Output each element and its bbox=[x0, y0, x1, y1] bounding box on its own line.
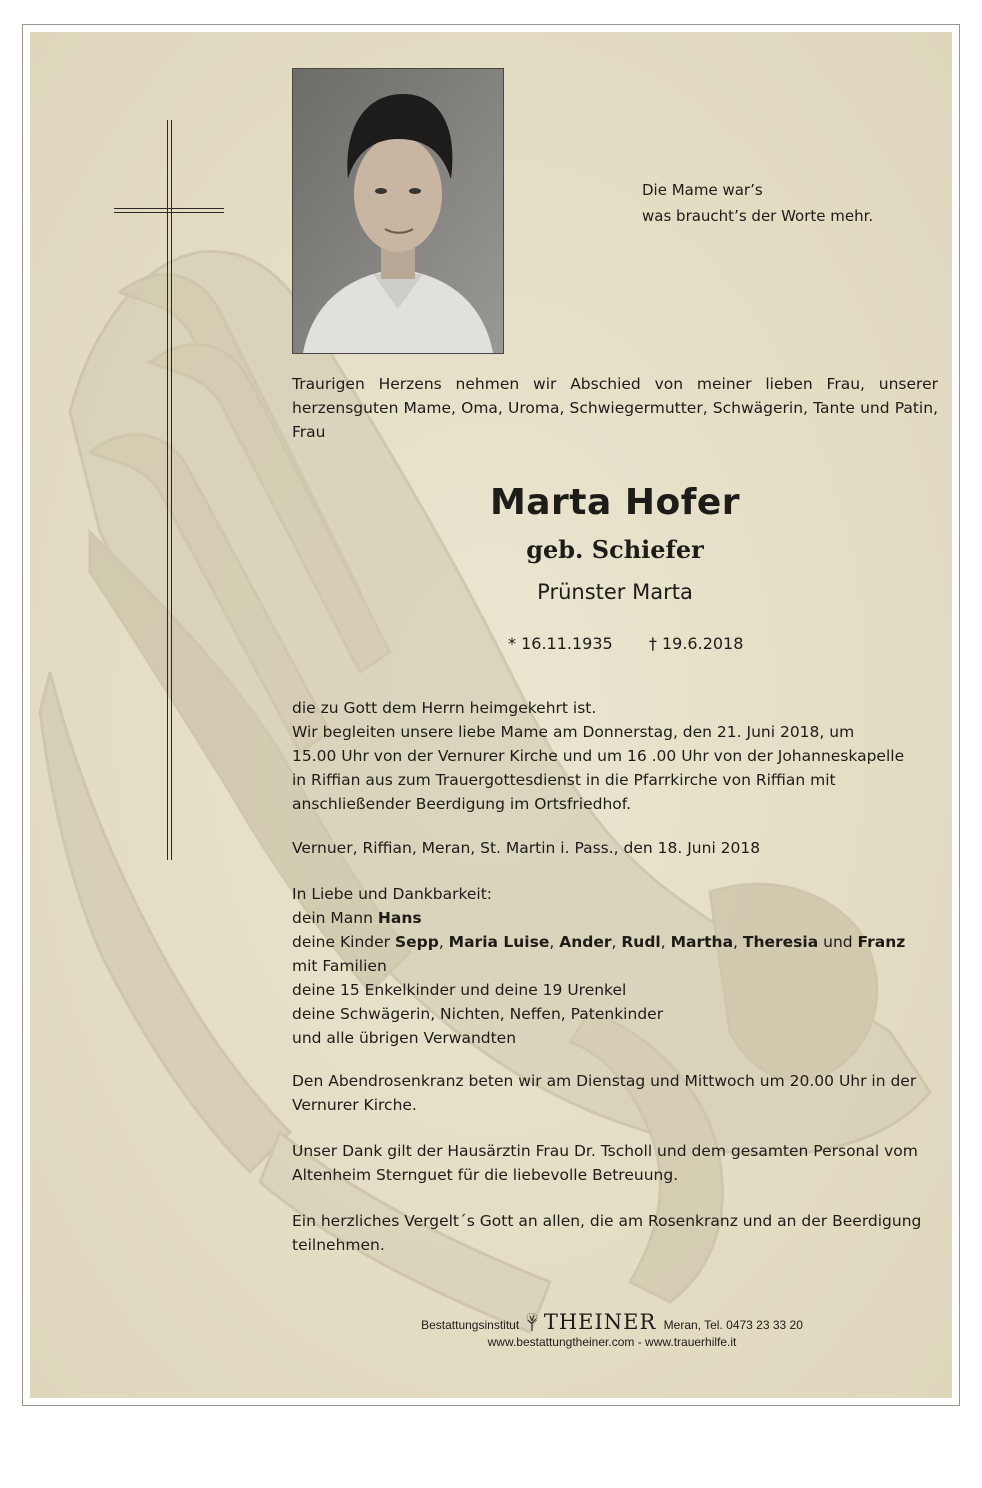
footer-contact: Meran, Tel. 0473 23 33 20 bbox=[663, 1318, 803, 1332]
life-dates bbox=[508, 634, 743, 653]
verse-line: Die Mame war’s bbox=[642, 181, 763, 199]
rosary-notice: Den Abendrosenkranz beten wir am Dienstag und Mittwoch um 20.00 Uhr in der Vernurer Kirche. bbox=[292, 1072, 917, 1114]
mourner-line: deine 15 Enkelkinder und deine 19 Urenkel bbox=[292, 981, 627, 999]
funeral-details bbox=[292, 696, 952, 816]
verse-line: was braucht’s der Worte mehr. bbox=[642, 207, 874, 225]
funeral-line: anschließender Beerdigung im Ortsfriedhof. bbox=[292, 795, 632, 813]
cross-icon-bar bbox=[114, 212, 224, 213]
footer-web[interactable]: www.bestattungtheiner.com - www.trauerhilfe.it bbox=[487, 1335, 737, 1349]
funeral-line: in Riffian aus zum Trauergottesdienst in die Pfarrkirche von Riffian mit bbox=[292, 771, 836, 789]
mourner-children: deine Kinder Sepp, Maria Luise, Ander, Rudl, Martha, Theresia und Franz bbox=[292, 933, 906, 951]
place-date: Vernuer, Riffian, Meran, St. Martin i. Pass., den 18. Juni 2018 bbox=[292, 839, 761, 857]
deceased-name: Marta Hofer bbox=[489, 482, 741, 523]
portrait-illustration bbox=[293, 69, 503, 353]
closing-notice: Ein herzliches Vergelt´s Gott an allen, die am Rosenkranz und an der Beerdigung teilnehmen. bbox=[292, 1212, 922, 1254]
cross-icon bbox=[167, 120, 168, 860]
mourner-line: deine Schwägerin, Nichten, Neffen, Patenkinder bbox=[292, 1005, 664, 1023]
cross-icon-bar bbox=[114, 208, 224, 209]
cross-icon-line bbox=[171, 120, 172, 860]
funeral-line: 15.00 Uhr von der Vernurer Kirche und um 16 .00 Uhr von der Johanneskapelle bbox=[292, 747, 905, 765]
birth-date: * 16.11.1935 bbox=[508, 634, 613, 653]
husband-name: Hans bbox=[377, 909, 422, 927]
funeral-home-footer bbox=[292, 1312, 932, 1349]
thanks-notice: Unser Dank gilt der Hausärztin Frau Dr. Tscholl und dem gesamten Personal vom Altenheim Sternguet für die liebevolle Betreuung. bbox=[292, 1142, 918, 1184]
intro-text: Traurigen Herzens nehmen wir Abschied von meiner lieben Frau, unserer herzensguten Mame, Oma, Uroma, Schwiegermutter, Schwägerin, Tante und Patin, Frau bbox=[292, 375, 938, 441]
verse bbox=[642, 177, 873, 229]
portrait-photo bbox=[292, 68, 504, 354]
maiden-name: geb. Schiefer bbox=[526, 535, 704, 564]
funeral-line: Wir begleiten unsere liebe Mame am Donnerstag, den 21. Juni 2018, um bbox=[292, 723, 855, 741]
death-date: † 19.6.2018 bbox=[648, 634, 744, 653]
mourner-line: mit Familien bbox=[292, 957, 387, 975]
mourner-line: und alle übrigen Verwandten bbox=[292, 1029, 517, 1047]
funeral-line: die zu Gott dem Herrn heimgekehrt ist. bbox=[292, 699, 597, 717]
mourner-husband: dein Mann Hans bbox=[292, 909, 422, 927]
nickname: Prünster Marta bbox=[537, 580, 693, 604]
mourners-list bbox=[292, 882, 952, 1050]
footer-prefix: Bestattungsinstitut bbox=[421, 1318, 520, 1332]
footer-brand: THEINER bbox=[543, 1310, 657, 1334]
obituary-card bbox=[30, 32, 952, 1398]
tree-icon bbox=[525, 1313, 539, 1331]
mourners-heading: In Liebe und Dankbarkeit: bbox=[292, 885, 493, 903]
